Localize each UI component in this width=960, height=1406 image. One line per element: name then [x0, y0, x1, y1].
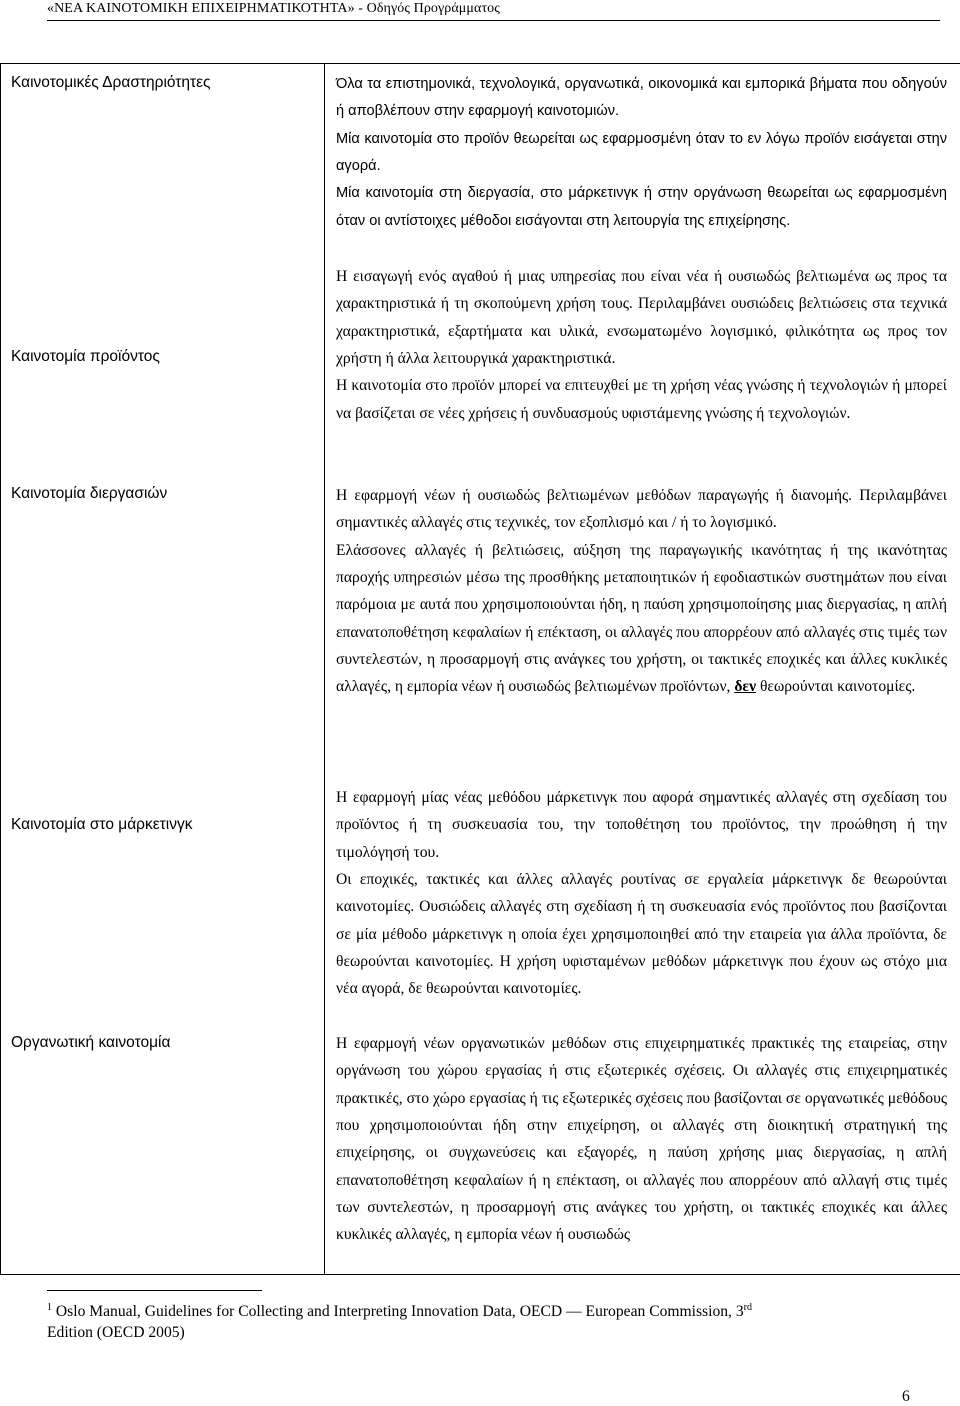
footnote [47, 1297, 940, 1343]
definition-paragraph: Όλα τα επιστημονικά, τεχνολογικά, οργανωτικά, οικονομικά και εμπορικά βήματα που οδηγούν ή αποβλέπουν στην εφαρμογή καινοτομιών. [336, 76, 947, 120]
running-header: «ΝΕΑ ΚΑΙΝΟΤΟΜΙΚΗ ΕΠΙΧΕΙΡΗΜΑΤΙΚΟΤΗΤΑ» - Οδηγός Προγράμματος [47, 1, 500, 16]
definition-marketing-innovation [336, 784, 947, 1003]
table-top-border [0, 63, 960, 64]
table-column-divider [324, 63, 325, 1274]
definition-paragraph: Η εισαγωγή ενός αγαθού ή μιας υπηρεσίας που είναι νέα ή ουσιωδώς βελτιωμένα ως προς τα χαρακτηριστικά ή τη σκοπούμενη χρήση τους. Περιλαμβάνει ουσιώδεις βελτιώσεις στα τεχνικά χαρακτηριστικά, εξαρτήματα και υλικά, ενσωματωμένο λογισμικό, φιλικότητα ως προς τον χρήστη ή άλλα λειτουργικά χαρακτηριστικά. [336, 268, 947, 368]
definition-process-innovation [336, 482, 947, 701]
term-innovation-activities: Καινοτομικές Δραστηριότητες [11, 74, 211, 91]
definition-paragraph: Η εφαρμογή νέων ή ουσιωδώς βελτιωμένων μεθόδων παραγωγής ή διανομής. Περιλαμβάνει σημαντικές αλλαγές στις τεχνικές, τον εξοπλισμό και / ή το λογισμικό. [336, 487, 947, 532]
term-process-innovation: Καινοτομία διεργασιών [11, 485, 168, 502]
footnote-number: 1 [47, 1302, 52, 1313]
emphasis-den: δεν [734, 678, 757, 696]
definition-paragraph: Μία καινοτομία στο προϊόν θεωρείται ως εφαρμοσμένη όταν το εν λόγω προϊόν εισάγεται στην αγορά. [336, 130, 947, 175]
term-organisational-innovation: Οργανωτική καινοτομία [11, 1034, 171, 1051]
definition-organisational-innovation [336, 1030, 947, 1249]
table-left-border [0, 63, 1, 1274]
header-rule [47, 20, 940, 21]
footnote-text: Oslo Manual, Guidelines for Collecting and Interpreting Innovation Data, OECD — European Commission, 3 [55, 1303, 744, 1321]
term-marketing-innovation: Καινοτομία στο μάρκετινγκ [11, 816, 193, 833]
footnote-superscript: rd [743, 1302, 752, 1313]
definition-innovation-activities [336, 71, 947, 235]
definition-paragraph: Οι εποχικές, τακτικές και άλλες αλλαγές ρουτίνας σε εργαλεία μάρκετινγκ δε θεωρούνται καινοτομίες. Ουσιώδεις αλλαγές στη σχεδίαση ή τη συσκευασία ενός προϊόντος που βασίζονται σε μία μέθοδο μάρκετινγκ η οποία έχει χρησιμοποιηθεί από την εταιρεία για άλλα προϊόντα, δε θεωρούνται καινοτομίες. Η χρήση υφισταμένων μεθόδων μάρκετινγκ που έχουν ως στόχο μια νέα αγορά, δε θεωρούνται καινοτομίες. [336, 871, 947, 998]
definition-paragraph: Η καινοτομία στο προϊόν μπορεί να επιτευχθεί με τη χρήση νέας γνώσης ή τεχνολογιών ή μπορεί να βασίζεται σε νέες χρήσεις ή συνδυασμούς υφιστάμενης γνώσης ή τεχνολογιών. [336, 377, 947, 422]
footnote-separator [47, 1290, 262, 1291]
footnote-text-continued: Edition (OECD 2005) [47, 1324, 185, 1342]
table-bottom-border [0, 1274, 960, 1275]
definition-paragraph: Η εφαρμογή μίας νέας μεθόδου μάρκετινγκ που αφορά σημαντικές αλλαγές στη σχεδίαση του προϊόντος ή τη συσκευασία του, την τοποθέτηση του προϊόντος, την προώθηση ή την τιμολόγησή του. [336, 789, 947, 861]
definition-paragraph: Η εφαρμογή νέων οργανωτικών μεθόδων στις επιχειρηματικές πρακτικές της εταιρείας, στην οργάνωση του χώρου εργασίας ή στις εξωτερικές σχέσεις. Οι αλλαγές στις επιχειρηματικές πρακτικές, στο χώρο εργασίας ή τις εξωτερικές σχέσεις που βασίζονται σε οργανωτικές μεθόδους που χρησιμοποιούνται ήδη στην επιχείρηση, οι αλλαγές στη διοικητική στρατηγική της επιχείρησης, οι συγχωνεύσεις και εξαγορές, η παύση χρήσης μιας διεργασίας, η απλή επανατοποθέτηση κεφαλαίων ή η επέκταση, οι αλλαγές που απορρέουν από αλλαγή στις τιμές των συντελεστών, η προσαρμογή στις ανάγκες του χρήστη, οι τακτικές εποχικές και άλλες κυκλικές αλλαγές, η εμπορία νέων ή ουσιωδώς [336, 1035, 947, 1244]
page-number: 6 [902, 1388, 910, 1405]
definition-product-innovation [336, 263, 947, 427]
definition-paragraph: Ελάσσονες αλλαγές ή βελτιώσεις, αύξηση της παραγωγικής ικανότητας ή της ικανότητας παροχής υπηρεσιών μέσω της προσθήκης μεταποιητικών ή εφοδιαστικών συστημάτων που είναι παρόμοια με αυτά που χρησιμοποιούνται ήδη, η παύση χρησιμοποίησης μιας διεργασίας, η απλή επανατοποθέτηση κεφαλαίων ή επέκταση, οι αλλαγές που απορρέουν από αλλαγές στις τιμές των συντελεστών, η προσαρμογή στις ανάγκες του χρήστη, οι τακτικές εποχικές και άλλες κυκλικές αλλαγές, η εμπορία νέων ή ουσιωδώς βελτιωμένων προϊόντων, δεν θεωρούνται καινοτομίες. [336, 541, 947, 696]
term-product-innovation: Καινοτομία προϊόντος [11, 348, 160, 365]
definition-paragraph: Μία καινοτομία στη διεργασία, στο μάρκετινγκ ή στην οργάνωση θεωρείται ως εφαρμοσμένη όταν οι αντίστοιχες μέθοδοι εισάγονται στη λειτουργία της επιχείρησης. [336, 185, 947, 229]
